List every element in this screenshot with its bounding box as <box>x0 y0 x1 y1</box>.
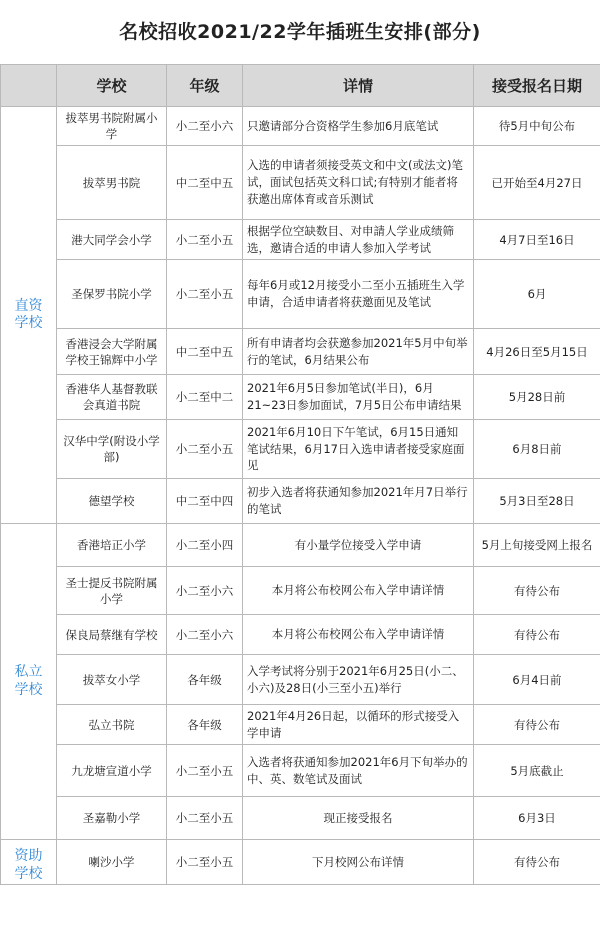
school-cell: 港大同学会小学 <box>57 220 167 260</box>
admission-table <box>0 64 600 885</box>
school-cell: 拔萃男书院附属小学 <box>57 107 167 146</box>
date-cell: 5月上旬接受网上报名 <box>474 524 600 567</box>
table-row <box>1 524 600 567</box>
date-cell: 待5月中旬公布 <box>474 107 600 146</box>
school-cell: 德望学校 <box>57 479 167 524</box>
grade-cell: 小二至小六 <box>167 567 243 615</box>
grade-cell: 中二至中四 <box>167 479 243 524</box>
table-row <box>1 260 600 329</box>
category-cell: 资助学校 <box>1 840 57 885</box>
date-cell: 有待公布 <box>474 615 600 655</box>
table-row <box>1 146 600 220</box>
details-cell: 入选者将获通知参加2021年6月下旬举办的中、英、数笔试及面试 <box>243 745 474 797</box>
grade-cell: 各年级 <box>167 705 243 745</box>
grade-cell: 小二至小五 <box>167 797 243 840</box>
table-row <box>1 375 600 420</box>
details-cell: 现正接受报名 <box>243 797 474 840</box>
grade-cell: 各年级 <box>167 655 243 705</box>
school-cell: 保良局蔡继有学校 <box>57 615 167 655</box>
date-cell: 4月7日至16日 <box>474 220 600 260</box>
table-row <box>1 705 600 745</box>
school-cell: 圣嘉勒小学 <box>57 797 167 840</box>
grade-cell: 小二至小五 <box>167 745 243 797</box>
details-cell: 2021年6月10日下午笔试，6月15日通知笔试结果，6月17日入选申请者接受家庭面见 <box>243 420 474 479</box>
date-cell: 5月3日至28日 <box>474 479 600 524</box>
header-details: 详情 <box>243 65 474 107</box>
details-cell: 有小量学位接受入学申请 <box>243 524 474 567</box>
table-row <box>1 479 600 524</box>
school-cell: 香港华人基督教联会真道书院 <box>57 375 167 420</box>
details-cell: 本月将公布校网公布入学申请详情 <box>243 615 474 655</box>
category-cell: 私立学校 <box>1 524 57 840</box>
grade-cell: 小二至小六 <box>167 107 243 146</box>
grade-cell: 小二至小五 <box>167 420 243 479</box>
details-cell: 入学考试将分别于2021年6月25日(小二、小六)及28日(小三至小五)举行 <box>243 655 474 705</box>
header-row <box>1 65 600 107</box>
school-cell: 香港浸会大学附属学校王锦辉中小学 <box>57 329 167 375</box>
school-cell: 圣士提反书院附属小学 <box>57 567 167 615</box>
table-row <box>1 420 600 479</box>
grade-cell: 中二至中五 <box>167 146 243 220</box>
grade-cell: 小二至小五 <box>167 220 243 260</box>
school-cell: 九龙塘宣道小学 <box>57 745 167 797</box>
date-cell: 4月26日至5月15日 <box>474 329 600 375</box>
school-cell: 拔萃女小学 <box>57 655 167 705</box>
date-cell: 6月 <box>474 260 600 329</box>
details-cell: 入选的申请者须接受英文和中文(或法文)笔试，面试包括英文科口试;有特别才能者将获邀出席体育或音乐测试 <box>243 146 474 220</box>
table-row <box>1 567 600 615</box>
details-cell: 每年6月或12月接受小二至小五插班生入学申请，合适申请者将获邀面见及笔试 <box>243 260 474 329</box>
grade-cell: 小二至小五 <box>167 840 243 885</box>
details-cell: 下月校网公布详情 <box>243 840 474 885</box>
header-category <box>1 65 57 107</box>
header-school: 学校 <box>57 65 167 107</box>
grade-cell: 小二至中二 <box>167 375 243 420</box>
table-row <box>1 745 600 797</box>
table-row <box>1 797 600 840</box>
grade-cell: 小二至小四 <box>167 524 243 567</box>
school-cell: 汉华中学(附设小学部) <box>57 420 167 479</box>
date-cell: 有待公布 <box>474 840 600 885</box>
table-row <box>1 655 600 705</box>
details-cell: 本月将公布校网公布入学申请详情 <box>243 567 474 615</box>
table-row <box>1 329 600 375</box>
details-cell: 只邀请部分合资格学生参加6月底笔试 <box>243 107 474 146</box>
school-cell: 喇沙小学 <box>57 840 167 885</box>
grade-cell: 小二至小五 <box>167 260 243 329</box>
date-cell: 5月28日前 <box>474 375 600 420</box>
details-cell: 所有申请者均会获邀参加2021年5月中旬举行的笔试，6月结果公布 <box>243 329 474 375</box>
table-row <box>1 107 600 146</box>
details-cell: 初步入选者将获通知参加2021年月7日举行的笔试 <box>243 479 474 524</box>
date-cell: 5月底截止 <box>474 745 600 797</box>
date-cell: 已开始至4月27日 <box>474 146 600 220</box>
details-cell: 2021年4月26日起，以循环的形式接受入学申请 <box>243 705 474 745</box>
date-cell: 有待公布 <box>474 705 600 745</box>
school-cell: 圣保罗书院小学 <box>57 260 167 329</box>
details-cell: 2021年6月5日参加笔试(半日)，6月21~23日参加面试，7月5日公布申请结果 <box>243 375 474 420</box>
header-grade: 年级 <box>167 65 243 107</box>
school-cell: 香港培正小学 <box>57 524 167 567</box>
table-row <box>1 840 600 885</box>
details-cell: 根据学位空缺数目、对申請人学业成绩筛选，邀请合适的申请人参加入学考试 <box>243 220 474 260</box>
grade-cell: 中二至中五 <box>167 329 243 375</box>
date-cell: 有待公布 <box>474 567 600 615</box>
school-cell: 拔萃男书院 <box>57 146 167 220</box>
grade-cell: 小二至小六 <box>167 615 243 655</box>
school-cell: 弘立书院 <box>57 705 167 745</box>
page-title: 名校招收2021/22学年插班生安排(部分) <box>119 21 481 43</box>
date-cell: 6月8日前 <box>474 420 600 479</box>
date-cell: 6月3日 <box>474 797 600 840</box>
date-cell: 6月4日前 <box>474 655 600 705</box>
category-cell: 直资学校 <box>1 107 57 524</box>
table-row <box>1 220 600 260</box>
table-row <box>1 615 600 655</box>
header-date: 接受报名日期 <box>474 65 600 107</box>
